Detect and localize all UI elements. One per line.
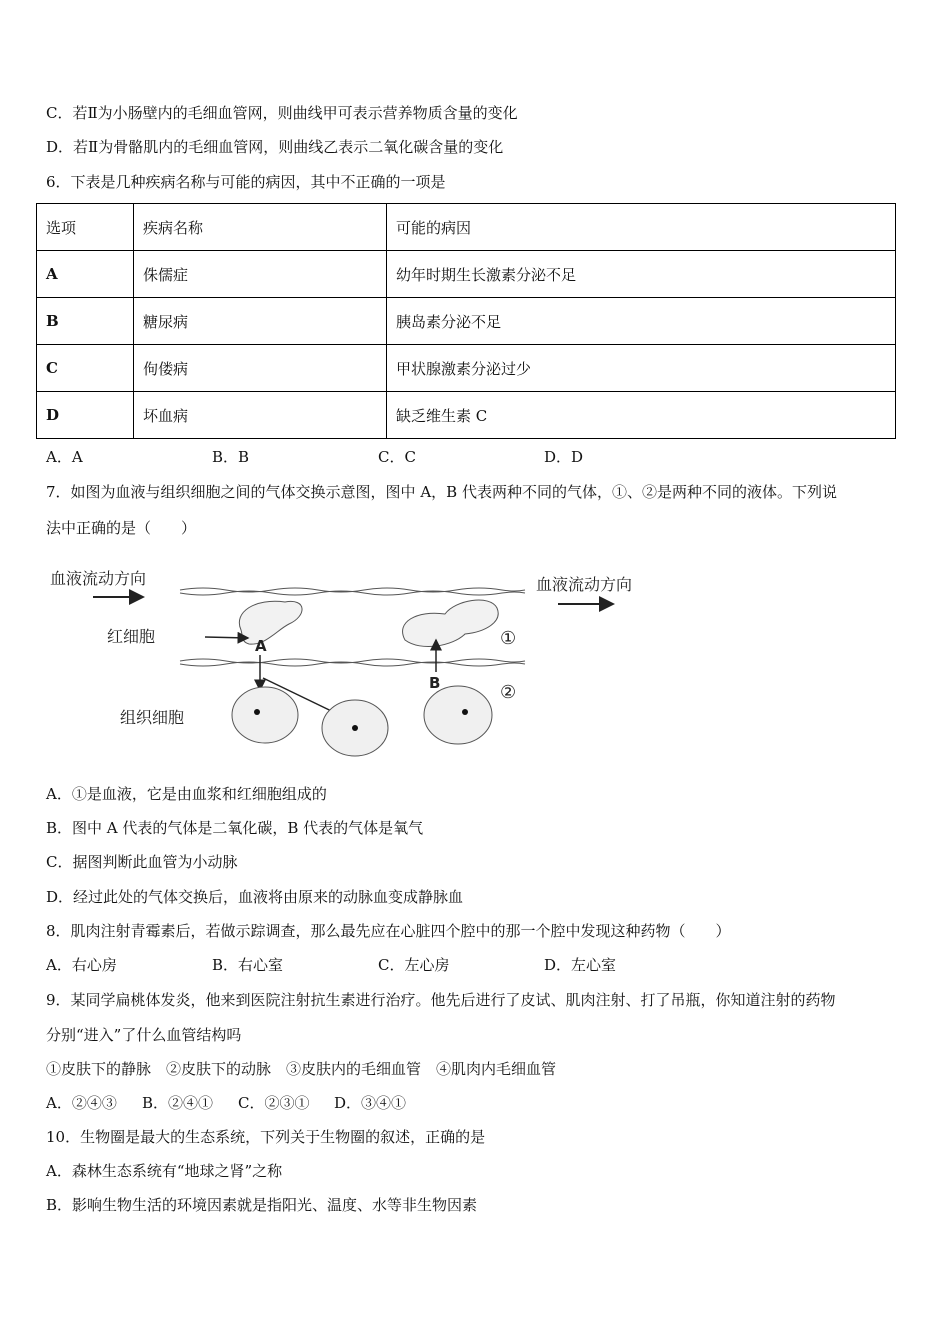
q7-option-d: D．经过此处的气体交换后，血液将由原来的动脉血变成静脉血 xyxy=(46,888,464,906)
q8-option: B．右心室 xyxy=(212,956,284,974)
q9-items: ①皮肤下的静脉 ②皮肤下的动脉 ③皮肤内的毛细血管 ④肌肉内毛细血管 xyxy=(46,1060,557,1078)
q9-option: C．②③① xyxy=(238,1094,310,1112)
table-row xyxy=(37,345,896,392)
q9-option: D．③④① xyxy=(334,1094,407,1112)
tissue-cell-1-nucleus xyxy=(254,709,260,715)
rbc-label: 红细胞 xyxy=(107,627,156,646)
table-header-row xyxy=(37,204,896,251)
gas-b-label: B xyxy=(429,674,441,692)
red-blood-cell-left xyxy=(239,601,302,644)
table-row xyxy=(37,392,896,439)
q9-options xyxy=(46,1092,406,1113)
gas-a-label: A xyxy=(255,637,267,655)
q7-option-b: B．图中 A 代表的气体是二氧化碳，B 代表的气体是氧气 xyxy=(46,819,424,837)
table-row xyxy=(37,298,896,345)
rbc-pointer xyxy=(205,637,248,638)
capillary-wall-top xyxy=(180,588,525,595)
table-cell: 佝偻病 xyxy=(134,345,387,392)
table-cell: 侏儒症 xyxy=(134,251,387,298)
tissue-cell-1 xyxy=(232,687,298,743)
tissue-cell-3 xyxy=(424,686,492,744)
q8-option: A．右心房 xyxy=(46,956,117,974)
table-cell: 糖尿病 xyxy=(134,298,387,345)
table-cell: D xyxy=(37,392,134,439)
tissue-cell-3-nucleus xyxy=(462,709,468,715)
liquid-1-label: ① xyxy=(500,628,517,649)
table-cell: 胰岛素分泌不足 xyxy=(387,298,896,345)
table-cell: B xyxy=(37,298,134,345)
q7-option-a: A．①是血液，它是由血浆和红细胞组成的 xyxy=(46,785,327,803)
q8-option: C．左心房 xyxy=(378,956,450,974)
q6-table xyxy=(36,203,896,439)
q6-option: D．D xyxy=(544,448,584,466)
table-cell: 缺乏维生素 C xyxy=(387,392,896,439)
q10-option-a: A．森林生态系统有“地球之肾”之称 xyxy=(46,1162,283,1180)
q8-option: D．左心室 xyxy=(544,956,617,974)
table-cell: C xyxy=(37,345,134,392)
capillary-wall-bottom xyxy=(180,659,525,666)
flow-label-right: 血液流动方向 xyxy=(536,575,633,594)
flow-label-left: 血液流动方向 xyxy=(50,569,147,588)
q9-option: B．②④① xyxy=(142,1094,214,1112)
tissue-cell-label: 组织细胞 xyxy=(120,708,185,727)
q6-option: A．A xyxy=(46,448,83,466)
q7-stem-line1: 7．如图为血液与组织细胞之间的气体交换示意图，图中 A，B 代表两种不同的气体，①、②是两种不同的液体。下列说 xyxy=(46,483,837,501)
table-cell: 甲状腺激素分泌过少 xyxy=(387,345,896,392)
q5-option-c: C．若Ⅱ为小肠壁内的毛细血管网，则曲线甲可表示营养物质含量的变化 xyxy=(46,104,518,122)
q5-option-d: D．若Ⅱ为骨骼肌内的毛细血管网，则曲线乙表示二氧化碳含量的变化 xyxy=(46,138,504,156)
header-cell: 选项 xyxy=(37,204,134,251)
q6-stem: 6．下表是几种疾病名称与可能的病因，其中不正确的一项是 xyxy=(46,173,446,191)
table-cell: A xyxy=(37,251,134,298)
q9-stem-line2: 分别“进入”了什么血管结构吗 xyxy=(46,1026,242,1044)
q10-stem: 10．生物圈是最大的生态系统，下列关于生物圈的叙述，正确的是 xyxy=(46,1128,486,1146)
liquid-2-label: ② xyxy=(500,682,517,703)
table-cell: 坏血病 xyxy=(134,392,387,439)
header-cell: 可能的病因 xyxy=(387,204,896,251)
header-cell: 疾病名称 xyxy=(134,204,387,251)
table-cell: 幼年时期生长激素分泌不足 xyxy=(387,251,896,298)
q7-option-c: C．据图判断此血管为小动脉 xyxy=(46,853,238,871)
q10-option-b: B．影响生物生活的环境因素就是指阳光、温度、水等非生物因素 xyxy=(46,1196,478,1214)
gas-exchange-figure xyxy=(45,560,665,765)
q6-option: C．C xyxy=(378,448,416,466)
q7-stem-line2: 法中正确的是（ ） xyxy=(46,519,197,537)
q8-stem: 8．肌肉注射青霉素后，若做示踪调查，那么最先应在心脏四个腔中的那一个腔中发现这种药物（ ） xyxy=(46,922,731,940)
q8-options xyxy=(46,954,616,975)
q9-stem-line1: 9．某同学扁桃体发炎，他来到医院注射抗生素进行治疗。他先后进行了皮试、肌肉注射、打了吊瓶，你知道注射的药物 xyxy=(46,991,836,1009)
tissue-cell-2-nucleus xyxy=(352,725,358,731)
table-row xyxy=(37,251,896,298)
red-blood-cell-right xyxy=(403,600,499,647)
q6-options xyxy=(46,446,583,467)
q6-option: B．B xyxy=(212,448,250,466)
q9-option: A．②④③ xyxy=(46,1094,117,1112)
